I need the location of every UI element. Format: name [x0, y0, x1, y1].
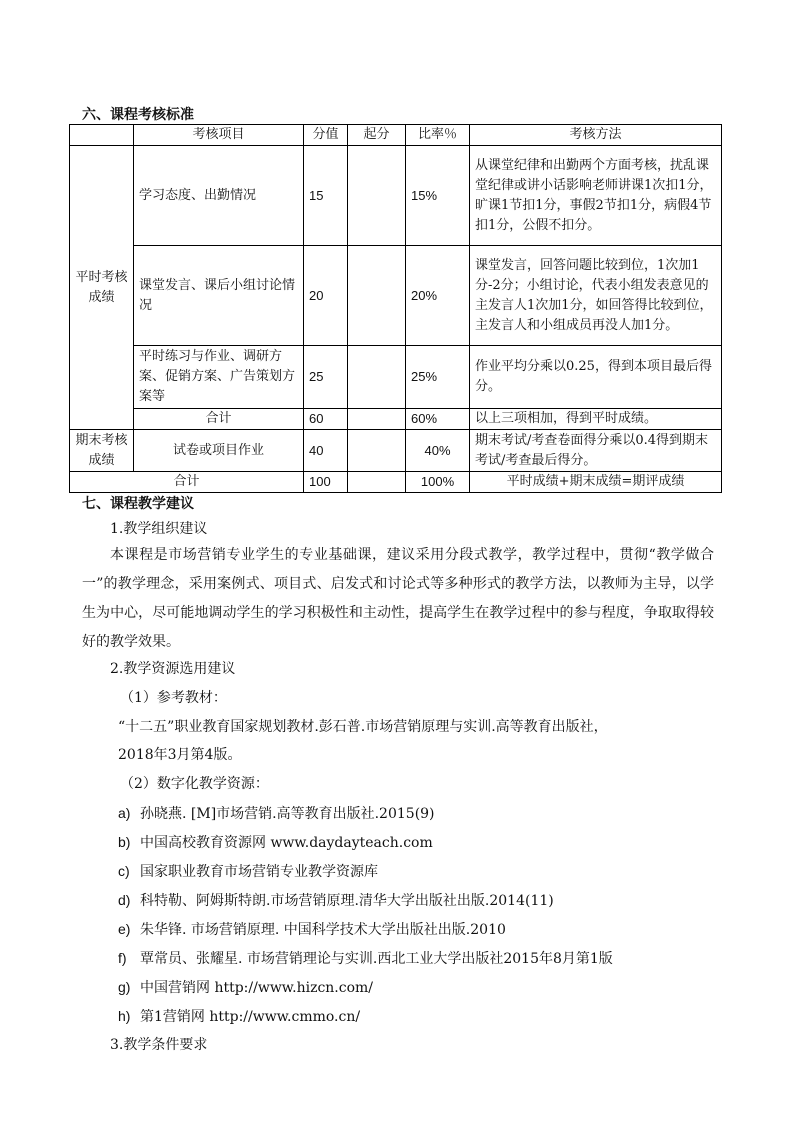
total-row: [70, 472, 722, 493]
subheading-conditions: 3.教学条件要求: [110, 1037, 208, 1053]
row-score: 15: [304, 146, 348, 246]
table-row: [70, 146, 722, 246]
list-item: a) 孙晓燕. [M]市场营销.高等教育出版社.2015(9): [118, 805, 435, 822]
table-row: [70, 346, 722, 409]
final-ratio: 40%: [406, 430, 470, 472]
subtotal-score: 60: [304, 409, 348, 430]
list-item: h) 第1营销网 http://www.cmmo.cn/: [118, 1008, 361, 1025]
total-score: 100: [304, 472, 348, 493]
list-item: d) 科特勒、阿姆斯特朗.市场营销原理.清华大学出版社出版.2014(11): [118, 892, 554, 909]
row-item: 课堂发言、课后小组讨论情况: [134, 246, 304, 346]
table-header-row: [70, 125, 722, 146]
group-final-label: 期末考核成绩: [70, 430, 134, 472]
textbook-line-cont: 2018年3月第4版。: [118, 747, 242, 763]
digital-resources-label: （2）数字化教学资源：: [120, 776, 269, 792]
subtotal-method: 以上三项相加，得到平时成绩。: [470, 409, 722, 430]
paragraph-organization: 本课程是市场营销专业学生的专业基础课，建议采用分段式教学，教学过程中，贯彻“教学做合一”的教学理念，采用案例式、项目式、启发式和讨论式等多种形式的教学方法，以教师为主导，以学生为中心，尽可能地调动学生的学习积极性和主动性，提高学生在教学过程中的参与程度，争取取得较好的教学效果。: [82, 547, 714, 650]
row-start: [348, 246, 406, 346]
section-heading-teaching: 七、课程教学建议: [82, 496, 194, 512]
row-start: [348, 346, 406, 409]
row-ratio: 25%: [406, 346, 470, 409]
subtotal-label: 合计: [134, 409, 304, 430]
list-item: b) 中国高校教育资源网 www.daydayteach.com: [118, 834, 433, 851]
table-row: [70, 246, 722, 346]
list-item: e) 朱华锋. 市场营销原理. 中国科学技术大学出版社出版.2010: [118, 921, 506, 938]
final-row: [70, 430, 722, 472]
subtotal-row: [70, 409, 722, 430]
subheading-resources: 2.教学资源选用建议: [110, 661, 236, 677]
row-score: 25: [304, 346, 348, 409]
assessment-table: [69, 124, 722, 493]
row-ratio: 20%: [406, 246, 470, 346]
subheading-organization: 1.教学组织建议: [110, 521, 208, 537]
row-item: 学习态度、出勤情况: [134, 146, 304, 246]
row-score: 20: [304, 246, 348, 346]
header-ratio: 比率％: [406, 125, 470, 146]
total-ratio: 100%: [406, 472, 470, 493]
header-score: 分值: [304, 125, 348, 146]
row-method: 课堂发言，回答问题比较到位，1次加1分-2分；小组讨论，代表小组发表意见的主发言人1次加1分，如回答得比较到位，主发言人和小组成员再没人加1分。: [470, 246, 722, 346]
final-score: 40: [304, 430, 348, 472]
group-regular-label: 平时考核成绩: [70, 146, 134, 430]
header-method: 考核方法: [470, 125, 722, 146]
row-item: 平时练习与作业、调研方案、促销方案、广告策划方案等: [134, 346, 304, 409]
list-item: c) 国家职业教育市场营销专业教学资源库: [118, 863, 378, 880]
list-item: g) 中国营销网 http://www.hizcn.com/: [118, 979, 374, 996]
subtotal-ratio: 60%: [406, 409, 470, 430]
row-start: [348, 146, 406, 246]
total-label: 合计: [70, 472, 304, 493]
section-heading-assessment: 六、课程考核标准: [82, 107, 194, 123]
header-start: 起分: [348, 125, 406, 146]
list-item: f) 覃常员、张耀星. 市场营销理论与实训.西北工业大学出版社2015年8月第1版: [118, 950, 613, 967]
header-item: 考核项目: [134, 125, 304, 146]
reference-label: （1）参考教材：: [120, 690, 227, 706]
row-method: 作业平均分乘以0.25，得到本项目最后得分。: [470, 346, 722, 409]
total-method: 平时成绩+期末成绩=期评成绩: [470, 472, 722, 493]
row-method: 从课堂纪律和出勤两个方面考核，扰乱课堂纪律或讲小话影响老师讲课1次扣1分，旷课1节扣1分，事假2节扣1分，病假4节扣1分，公假不扣分。: [470, 146, 722, 246]
final-method: 期末考试/考查卷面得分乘以0.4得到期末考试/考查最后得分。: [470, 430, 722, 472]
row-ratio: 15%: [406, 146, 470, 246]
final-item: 试卷或项目作业: [134, 430, 304, 472]
textbook-line: “十二五”职业教育国家规划教材.彭石普.市场营销原理与实训.高等教育出版社，: [118, 719, 608, 735]
